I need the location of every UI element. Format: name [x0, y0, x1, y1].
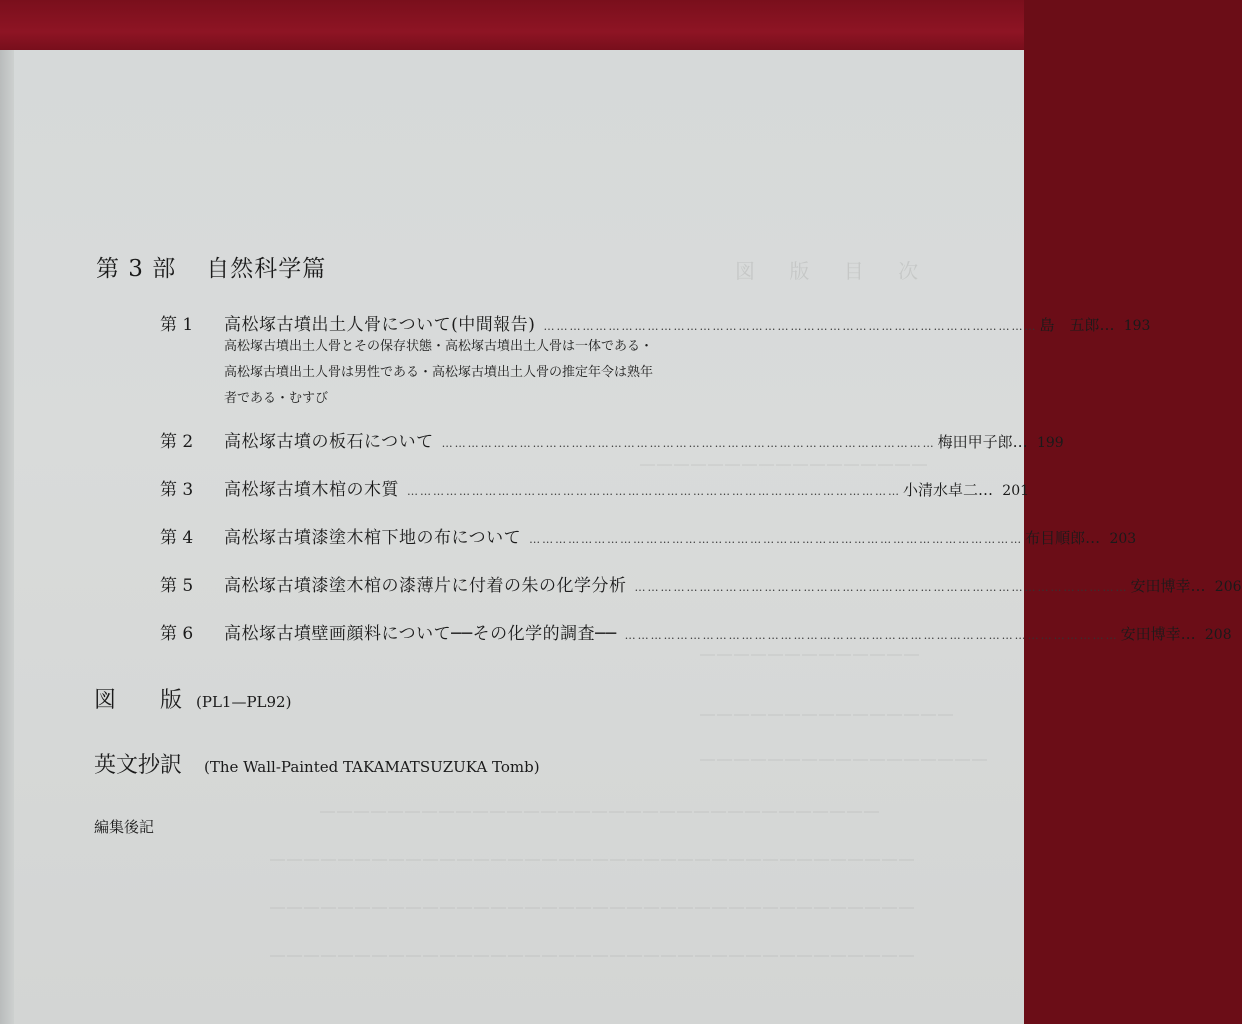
- part-title: 自然科学篇: [206, 256, 327, 282]
- entry-number: 第 5: [160, 576, 194, 596]
- entry-author: 布目順郎…: [1025, 529, 1101, 547]
- show-through-text: ―――――――――――――――――: [700, 750, 989, 768]
- show-through-text: ―――――――――――――――――――――――――――――――――: [320, 802, 881, 820]
- show-through-text: 図 版 目 次: [735, 259, 933, 283]
- plates-range: (PL1—PL92): [196, 693, 292, 711]
- show-through-text: ―――――――――――――――: [700, 705, 955, 723]
- subtopic-line: 高松塚古墳出土人骨とその保存状態・高松塚古墳出土人骨は一体である・: [224, 339, 654, 354]
- subtopic-line: 高松塚古墳出土人骨は男性である・高松塚古墳出土人骨の推定年令は熟年: [224, 365, 654, 380]
- entry-title: 高松塚古墳漆塗木棺下地の布について: [224, 528, 522, 548]
- entry-author: 安田博幸…: [1130, 577, 1206, 595]
- entry-number: 第 1: [160, 315, 194, 335]
- afterword-title: 編集後記: [94, 818, 155, 836]
- show-through-text: ――――――――――――――――――――――――――――――――――――――: [270, 850, 916, 868]
- entry-page-number: 208: [1204, 627, 1232, 643]
- part-heading: [96, 250, 326, 283]
- plates-section[interactable]: [94, 683, 291, 714]
- subtopic-line: 者である・むすび: [224, 391, 329, 406]
- entry-title: 高松塚古墳壁画顔料について──その化学的調査──: [224, 624, 617, 644]
- show-through-text: ―――――――――――――: [700, 645, 921, 663]
- toc-entry-6[interactable]: [160, 619, 1232, 644]
- contents-page: [0, 50, 1242, 1024]
- dot-leader: ……………………………………………………………………………………………………: [543, 320, 1038, 333]
- entry-number: 第 2: [160, 432, 194, 452]
- entry-page-number: 193: [1123, 318, 1151, 334]
- dot-leader: ……………………………………………………………………………………………………: [441, 437, 936, 450]
- english-summary-section[interactable]: [94, 748, 540, 779]
- entry-title: 高松塚古墳木棺の木質: [224, 480, 399, 500]
- entry-author: 梅田甲子郎…: [937, 433, 1028, 451]
- dot-leader: ……………………………………………………………………………………………………: [407, 485, 901, 498]
- dot-leader: ……………………………………………………………………………………………………: [529, 533, 1024, 546]
- entry-author: 島 五郎…: [1039, 316, 1115, 334]
- entry-number: 第 3: [160, 480, 194, 500]
- entry-author: 小清水卓二…: [903, 481, 994, 499]
- entry-page-number: 203: [1109, 531, 1137, 547]
- english-summary-subtitle: (The Wall-Painted TAKAMATSUZUKA Tomb): [204, 758, 540, 776]
- toc-entry-5[interactable]: [160, 571, 1242, 596]
- show-through-text: ―――――――――――――――――: [640, 455, 929, 473]
- entry-subtopics: [224, 334, 744, 412]
- entry-author: 安田博幸…: [1120, 625, 1196, 643]
- dot-leader: ……………………………………………………………………………………………………: [624, 629, 1119, 642]
- dot-leader: ……………………………………………………………………………………………………: [634, 581, 1129, 594]
- entry-title: 高松塚古墳の板石について: [224, 432, 434, 452]
- page-edge: [0, 50, 14, 1024]
- afterword-entry[interactable]: [94, 816, 154, 837]
- show-through-text: ――――――――――――――――――――――――――――――――――――――: [270, 946, 916, 964]
- show-through-text: ――――――――――――――――――――――――――――――――――――――: [270, 898, 916, 916]
- entry-page-number: 201: [1002, 483, 1030, 499]
- english-summary-title: 英文抄訳: [94, 753, 183, 778]
- toc-entry-1[interactable]: [160, 310, 1151, 335]
- entry-page-number: 199: [1036, 435, 1064, 451]
- entry-page-number: 206: [1214, 579, 1242, 595]
- part-number: 第 3 部: [96, 256, 177, 282]
- plates-title: 図 版: [94, 688, 183, 713]
- toc-entry-4[interactable]: [160, 523, 1137, 548]
- entry-number: 第 4: [160, 528, 194, 548]
- entry-title: 高松塚古墳漆塗木棺の漆薄片に付着の朱の化学分析: [224, 576, 627, 596]
- entry-number: 第 6: [160, 624, 194, 644]
- entry-title: 高松塚古墳出土人骨について(中間報告): [224, 315, 536, 335]
- toc-entry-3[interactable]: [160, 475, 1030, 500]
- toc-entry-2[interactable]: [160, 427, 1064, 452]
